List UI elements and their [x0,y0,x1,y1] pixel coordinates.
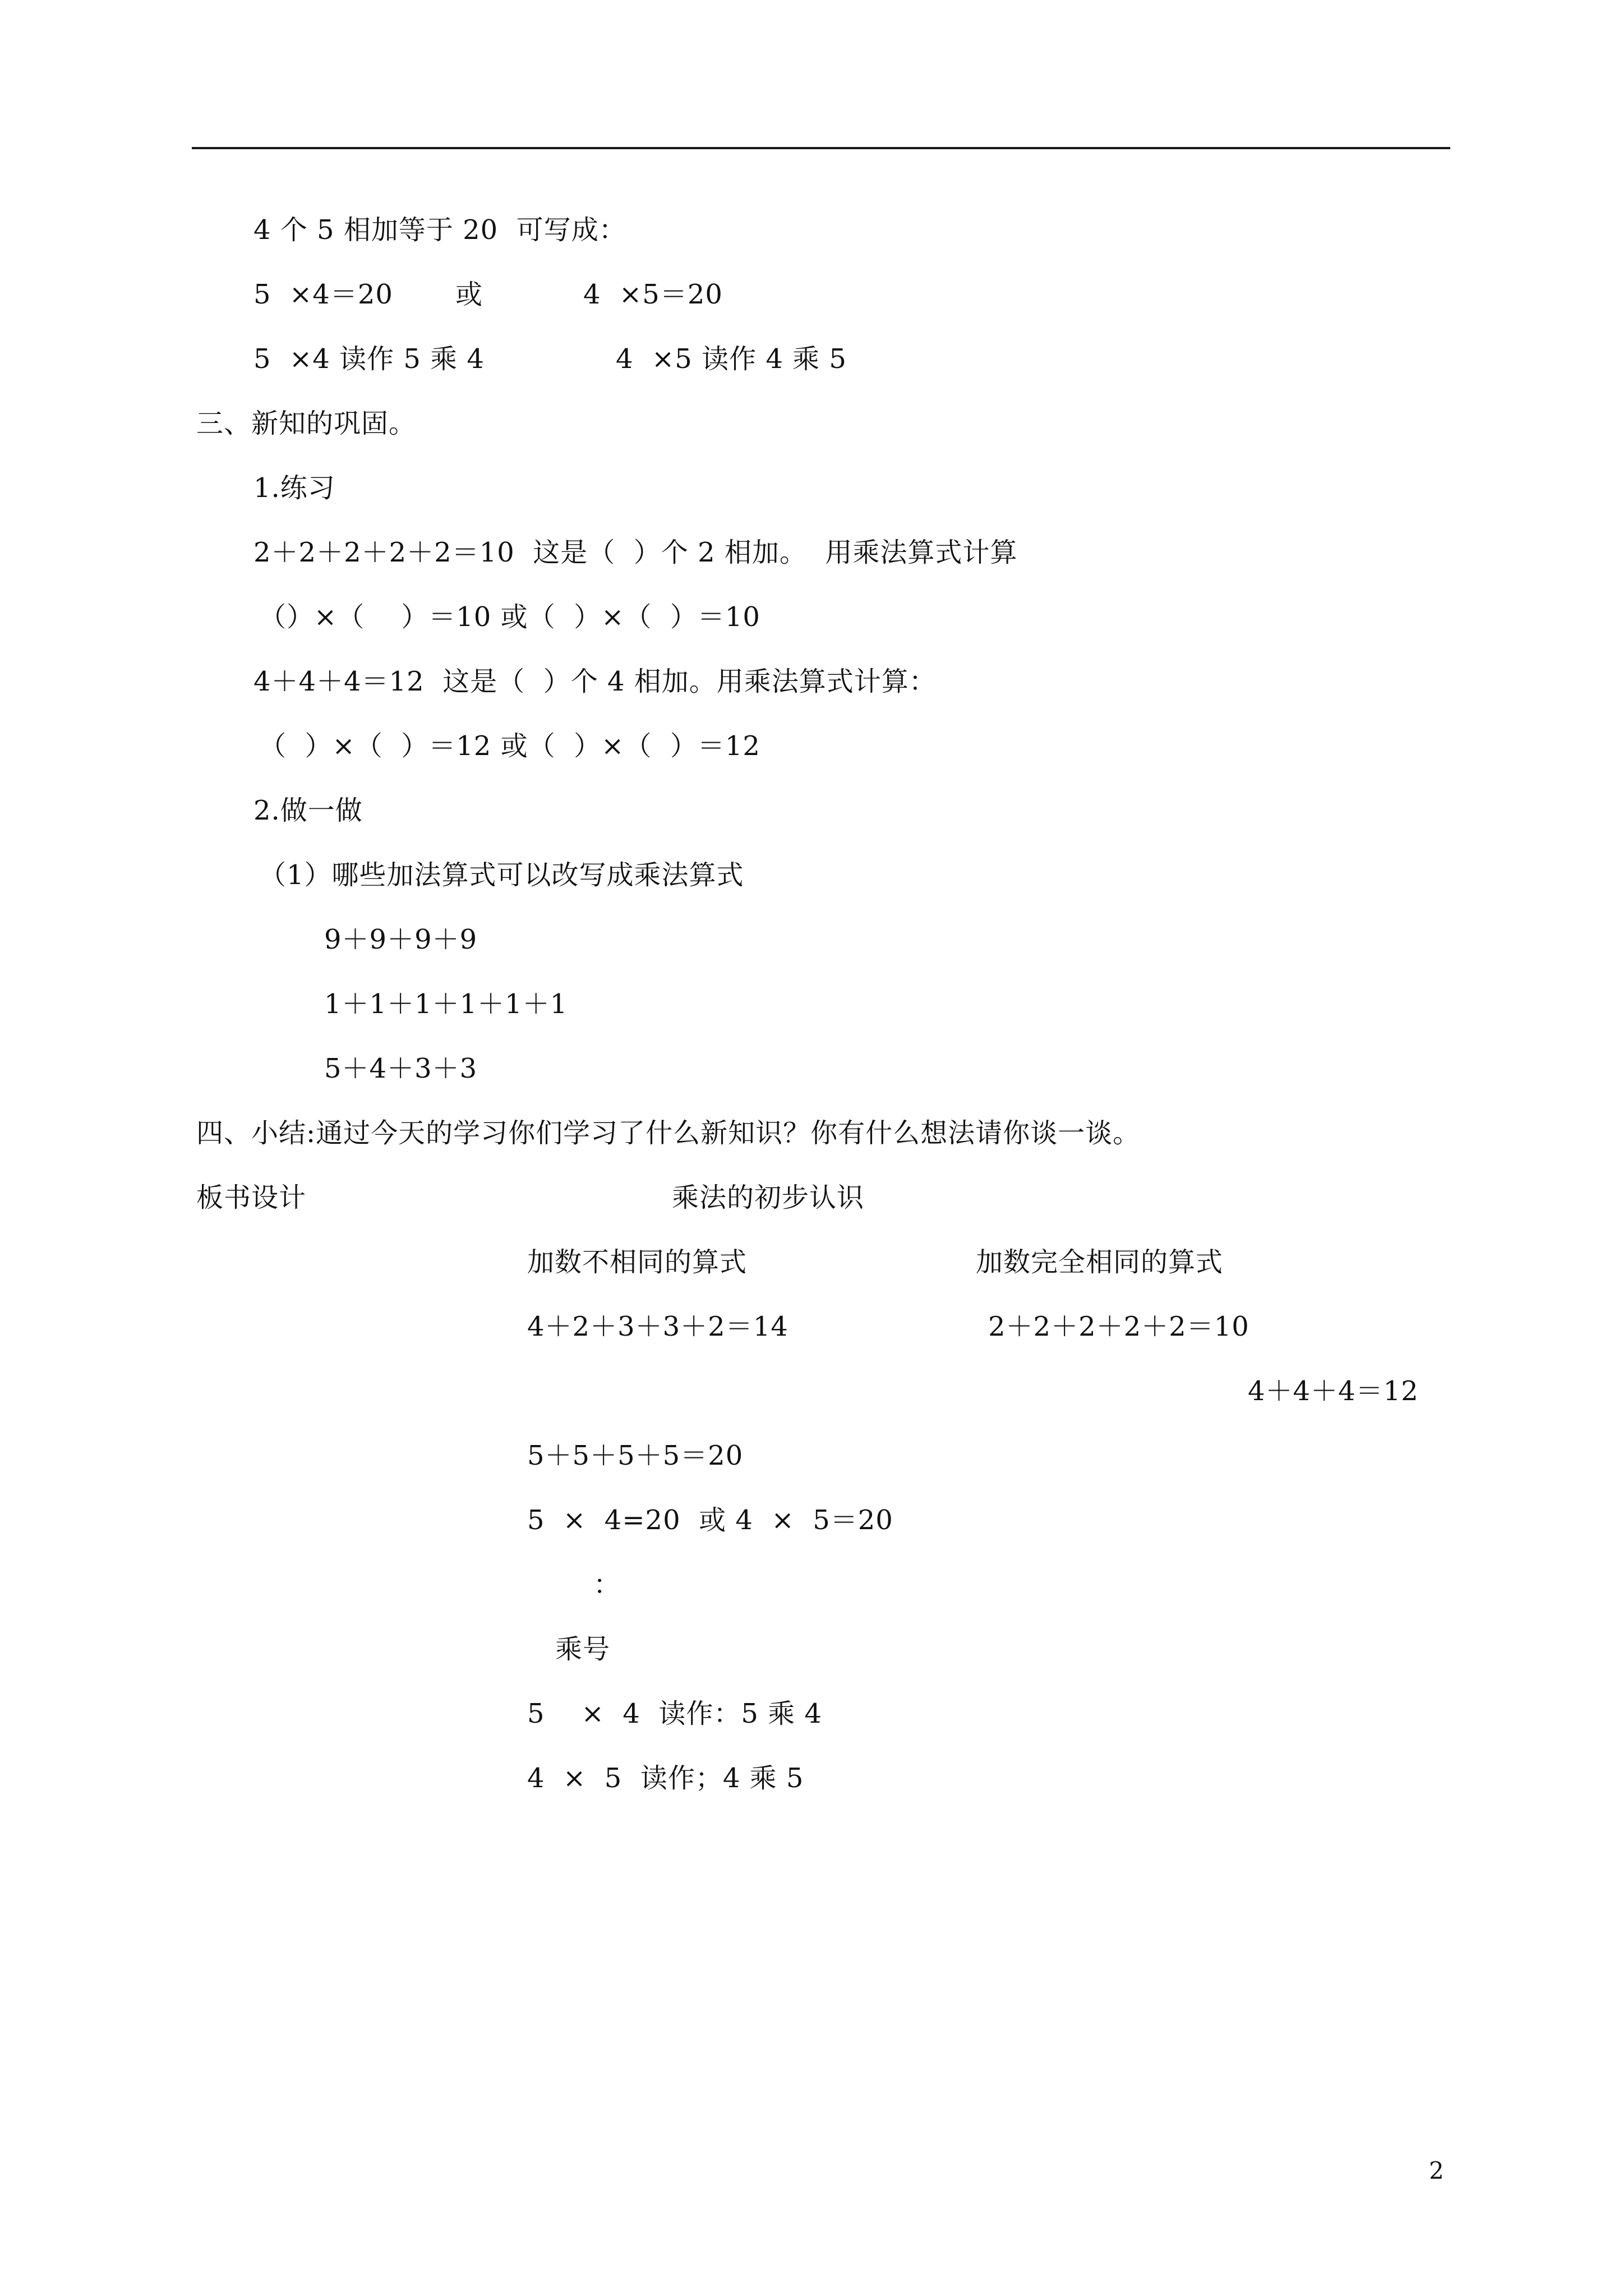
section-heading: 三、新知的巩固。 [196,408,417,439]
text-line: 5＋4＋3＋3 [324,1053,478,1084]
subsection-heading: 1.练习 [253,472,335,504]
text-line: 4＋4＋4＝12 [1248,1375,1419,1407]
text-line: 4 个 5 相加等于 20 可写成： [253,214,626,246]
text-line: 1＋1＋1＋1＋1＋1 [324,988,568,1020]
text-line: 5＋5＋5＋5＝20 [527,1440,744,1471]
text-line: 5 × 4 读作：5 乘 4 [527,1698,822,1729]
text-line: 2＋2＋2＋2＋2＝10 这是（ ）个 2 相加。 用乘法算式计算 [253,537,1018,568]
text-line: 5 ×4 读作 5 乘 4 [253,343,485,375]
text-line: 5 ×4＝20 [253,279,393,310]
text-line: 加数不相同的算式 [527,1246,748,1278]
page-number: 2 [1429,2157,1444,2184]
text-line: 4 ×5 读作 4 乘 5 [616,343,847,375]
text-line: 4 × 5 读作；4 乘 5 [527,1763,804,1794]
text-line: 2＋2＋2＋2＋2＝10 [988,1311,1249,1342]
header-rule [192,147,1450,149]
text-line: 或 [455,279,483,310]
text-line: （1）哪些加法算式可以改写成乘法算式 [259,859,744,891]
text-line: 加数完全相同的算式 [976,1246,1224,1278]
section-heading: 四、小结:通过今天的学习你们学习了什么新知识？你有什么想法请你谈一谈。 [196,1117,1141,1149]
text-line: 4 ×5＝20 [583,279,723,310]
text-line: 9＋9＋9＋9 [324,924,478,955]
subsection-heading: 2.做一做 [253,795,363,826]
text-line: 5 × 4=20 或 4 × 5＝20 [527,1504,893,1536]
board-title: 乘法的初步认识 [672,1182,865,1213]
text-line: 4＋2＋3＋3＋2＝14 [527,1311,789,1342]
text-line: 4＋4＋4＝12 这是（ ）个 4 相加。用乘法算式计算： [253,666,937,697]
text-line: （ ）×（ ）＝12 或（ ）×（ ）＝12 [259,730,760,762]
text-line: 乘号 [555,1634,611,1665]
text-line: 板书设计 [196,1182,307,1213]
text-line: （）×（ ）＝10 或（ ）×（ ）＝10 [259,601,760,633]
text-line: ： [593,1569,621,1600]
